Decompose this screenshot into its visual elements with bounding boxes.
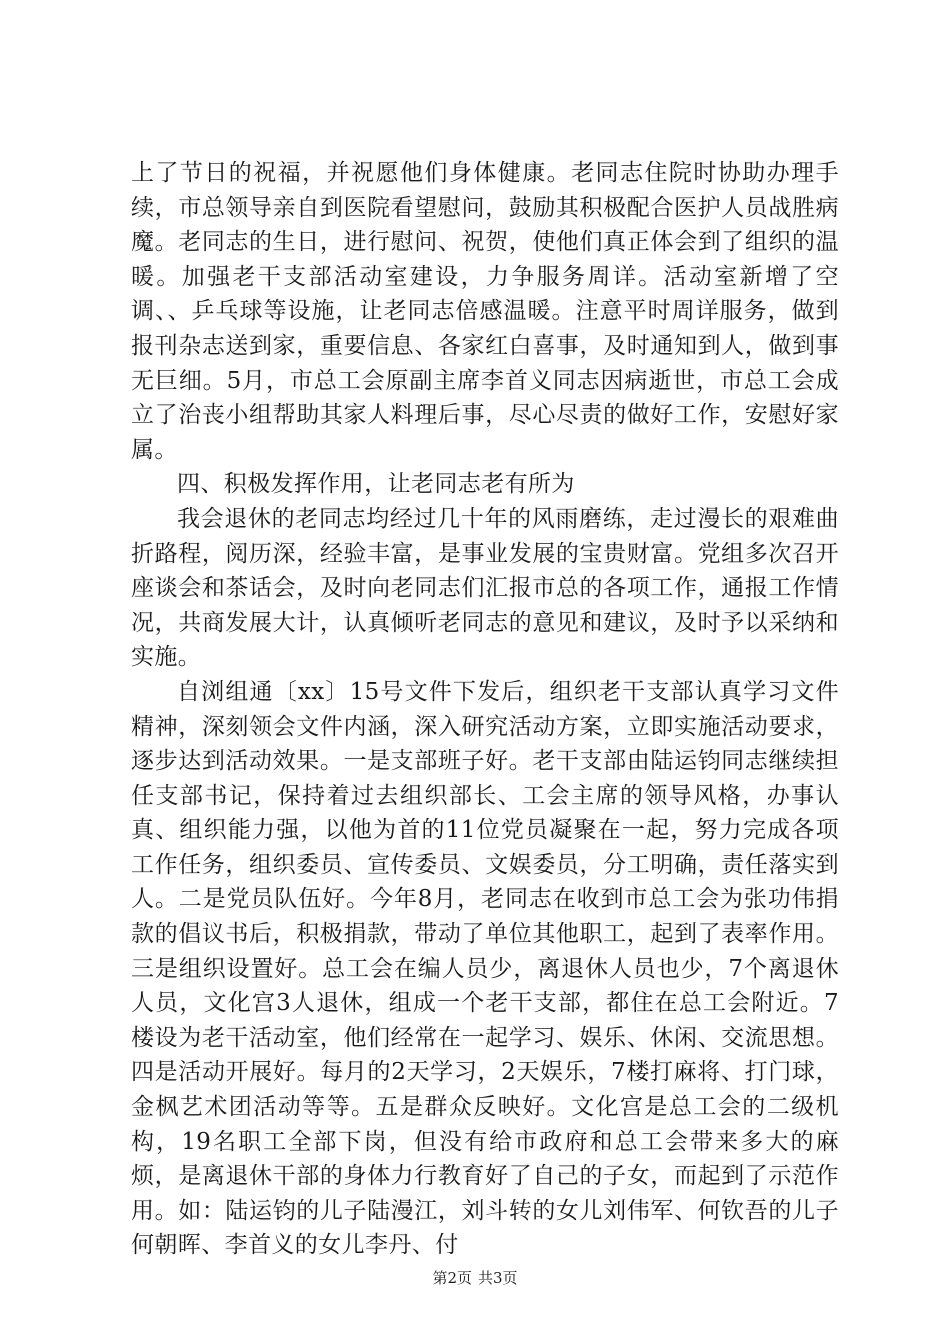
section-heading: 四、积极发挥作用，让老同志老有所为 [177,471,575,498]
paragraph-continued: 上了节日的祝福，并祝愿他们身体健康。老同志住院时协助办理手续，市总领导亲自到医院看望慰问，鼓励其积极配合医护人员战胜病魔。老同志的生日，进行慰问、祝贺，使他们真正体会到了组织的温暖。加强老干支部活动室建设，力争服务周详。活动室新增了空调、、乒乓球等设施，让老同志倍感温暖。注意平时周详服务，做到报刊杂志送到家，重要信息、各家红白喜事，及时通知到人，做到事无巨细。5月，市总工会原副主席李首义同志因病逝世，市总工会成立了治丧小组帮助其家人料理后事，尽心尽责的做好工作，安慰好家属。 [131,160,839,463]
paragraph: 我会退休的老同志均经过几十年的风雨磨练，走过漫长的艰难曲折路程，阅历深，经验丰富，是事业发展的宝贵财富。党组多次召开座谈会和茶话会，及时向老同志们汇报市总的各项工作，通报工作情况，共商发展大计，认真倾听老同志的意见和建议，及时予以采纳和实施。 [131,505,839,671]
page-total: 共3页 [478,1269,518,1287]
document-body [131,156,839,1263]
page-footer [0,1268,950,1288]
page-number: 第2页 [432,1269,472,1287]
paragraph: 自浏组通〔xx〕15号文件下发后，组织老干支部认真学习文件精神，深刻领会文件内涵，深入研究活动方案，立即实施活动要求，逐步达到活动效果。一是支部班子好。老干支部由陆运钧同志继续担任支部书记，保持着过去组织部长、工会主席的领导风格，办事认真、组织能力强，以他为首的11位党员凝聚在一起，努力完成各项工作任务，组织委员、宣传委员、文娱委员，分工明确，责任落实到人。二是党员队伍好。今年8月，老同志在收到市总工会为张功伟捐款的倡议书后，积极捐款，带动了单位其他职工，起到了表率作用。三是组织设置好。总工会在编人员少，离退休人员也少，7个离退休人员，文化宫3人退休，组成一个老干支部，都住在总工会附近。7楼设为老干活动室，他们经常在一起学习、娱乐、休闲、交流思想。四是活动开展好。每月的2天学习，2天娱乐，7楼打麻将、打门球，金枫艺术团活动等等。五是群众反映好。文化宫是总工会的二级机构，19名职工全部下岗，但没有给市政府和总工会带来多大的麻烦，是离退休干部的身体力行教育好了自己的子女，而起到了示范作用。如：陆运钧的儿子陆漫江，刘斗转的女儿刘伟军、何钦吾的儿子何朝晖、李首义的女儿李丹、付 [131,678,839,1259]
